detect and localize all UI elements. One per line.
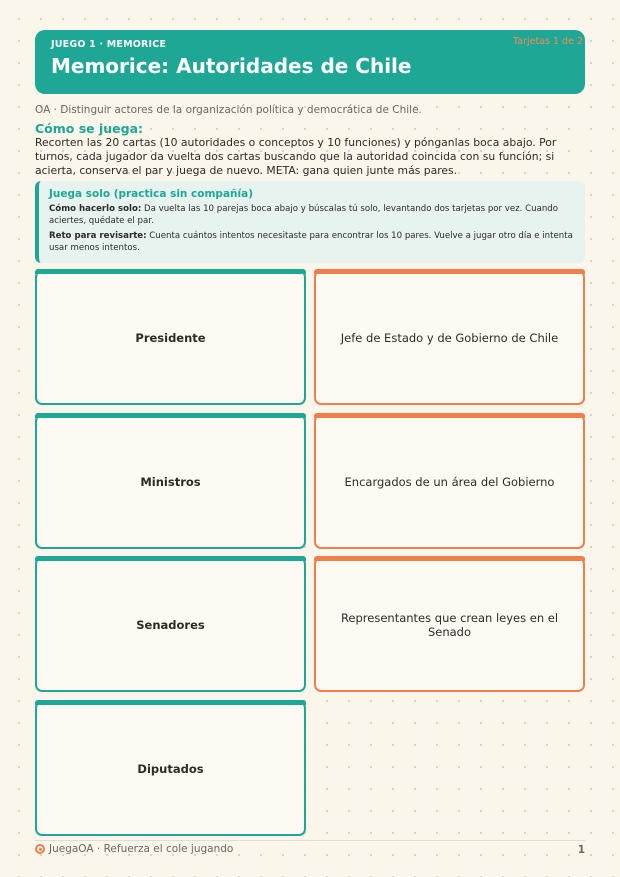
card-top-bar xyxy=(35,269,306,274)
card-top-bar xyxy=(35,413,306,418)
card-text: Ministros xyxy=(140,474,201,489)
logo-icon xyxy=(35,844,45,854)
footer-divider xyxy=(35,840,585,841)
learning-objective: OA · Distinguir actores de la organización política y democrática de Chile. xyxy=(35,104,422,116)
page-header xyxy=(35,30,585,94)
card-text: Senadores xyxy=(136,617,205,632)
solo-how-text: Da vuelta las 10 parejas boca abajo y búscalas tú solo, levantando dos tarjetas por vez. Cuando aciertes, quédate el par. xyxy=(49,204,559,226)
howto-text: Recorten las 20 cartas (10 autoridades o conceptos y 10 funciones) y pónganlas boca abajo. Por turnos, cada jugador da vuelta dos cartas buscando que la autoridad coincida con su función; si acierta, conserva el par y juega de nuevo. META: gana quien junte más pares. xyxy=(35,136,557,177)
solo-how-label: Cómo hacerlo solo: xyxy=(49,204,142,214)
card-term-diputados xyxy=(35,701,306,836)
solo-how-paragraph xyxy=(49,203,573,227)
footer-brand: JuegaOA · Refuerza el cole jugando xyxy=(49,843,234,855)
card-top-bar xyxy=(35,700,306,705)
card-function-presidente xyxy=(314,270,585,405)
card-text: Presidente xyxy=(135,330,206,345)
card-term-presidente xyxy=(35,270,306,405)
card-text: Encargados de un área del Gobierno xyxy=(344,474,555,489)
card-top-bar xyxy=(314,556,585,561)
card-top-bar xyxy=(35,556,306,561)
sheet-counter: Tarjetas 1 de 2 xyxy=(513,36,583,47)
card-text: Diputados xyxy=(137,761,204,776)
solo-title: Juega solo (practica sin compañía) xyxy=(49,188,253,200)
solo-challenge-label: Reto para revisarte: xyxy=(49,231,147,241)
card-function-senadores xyxy=(314,557,585,692)
card-term-senadores xyxy=(35,557,306,692)
page-title: Memorice: Autoridades de Chile xyxy=(51,54,412,78)
solo-challenge-text: Cuenta cuántos intentos necesitaste para encontrar los 10 pares. Vuelve a jugar otro día e intenta usar menos intentos. xyxy=(49,231,573,253)
card-term-ministros xyxy=(35,414,306,549)
howto-title: Cómo se juega: xyxy=(35,121,144,136)
footer xyxy=(35,843,233,855)
page-number: 1 xyxy=(577,844,585,856)
card-function-ministros xyxy=(314,414,585,549)
card-top-bar xyxy=(314,413,585,418)
solo-challenge-paragraph xyxy=(49,230,573,254)
game-label: JUEGO 1 · MEMORICE xyxy=(51,39,167,50)
card-text: Representantes que crean leyes en el Senado xyxy=(340,610,559,639)
card-top-bar xyxy=(314,269,585,274)
card-text: Jefe de Estado y de Gobierno de Chile xyxy=(340,330,559,345)
solo-play-box xyxy=(35,181,585,263)
